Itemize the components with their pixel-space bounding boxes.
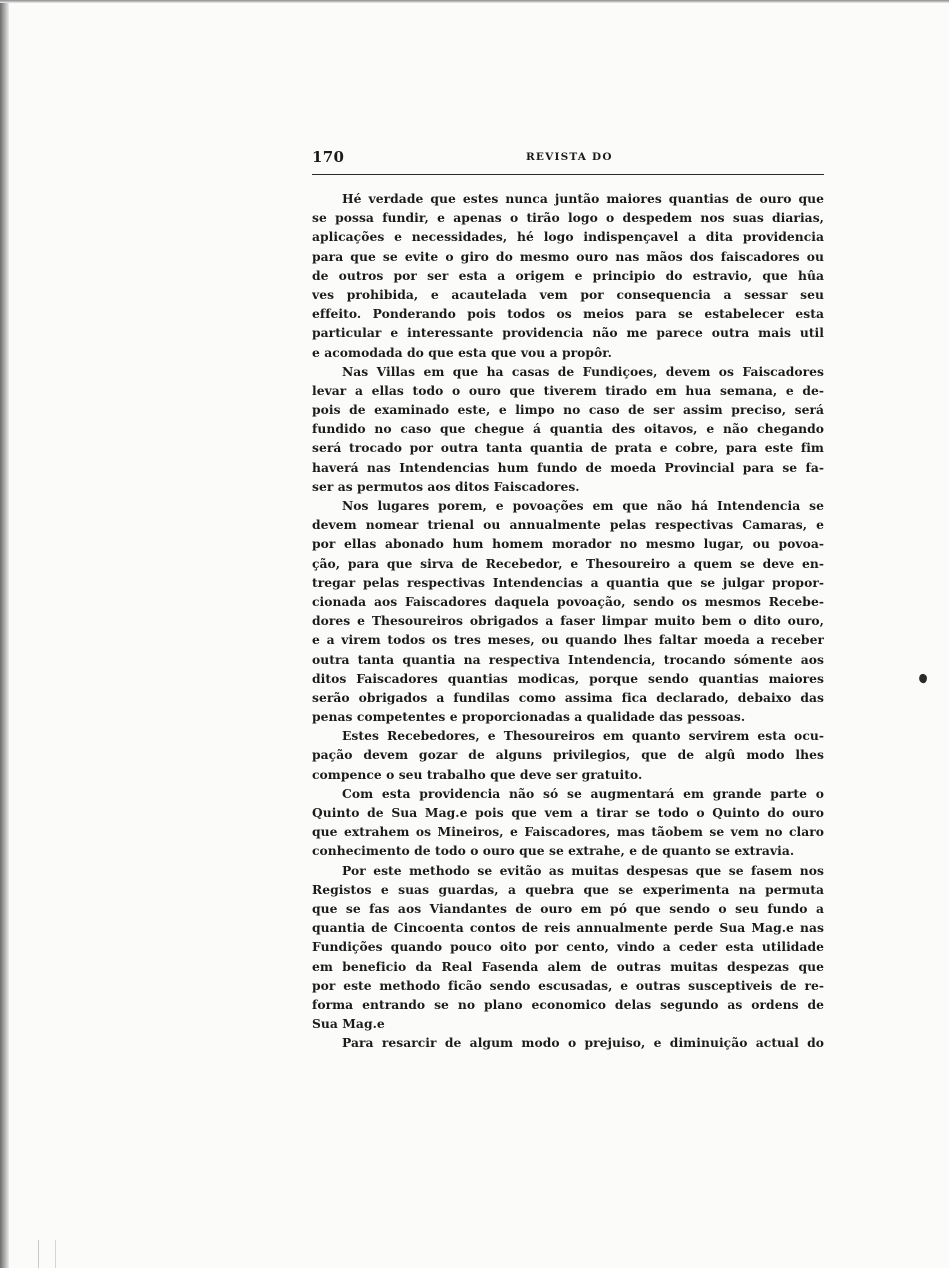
- text-line: ção, para que sirva de Recebedor, e Thesoureiro a quem se deve en-: [312, 555, 824, 571]
- text-line: Para resarcir de algum modo o prejuiso, e diminuição actual do: [342, 1035, 824, 1051]
- text-line: ser as permutos aos ditos Faiscadores.: [312, 478, 580, 494]
- text-line: que se fas aos Viandantes de ouro em pó que sendo o seu fundo a: [312, 900, 824, 916]
- text-line: devem nomear trienal ou annualmente pelas respectivas Camaras, e: [312, 517, 824, 533]
- text-line: Com esta providencia não só se augmentará em grande parte o: [342, 785, 824, 801]
- text-line: Hé verdade que estes nunca juntão maiores quantias de ouro que: [342, 191, 824, 206]
- text-line: Estes Recebedores, e Thesoureiros em quanto servirem esta ocu-: [342, 728, 824, 744]
- text-line: cionada aos Faiscadores daquela povoação, sendo os mesmos Recebe-: [312, 593, 824, 609]
- text-line: levar a ellas todo o ouro que tiverem tirado em hua semana, e de-: [312, 382, 824, 398]
- text-line: Nas Villas em que ha casas de Fundiçoes, devem os Faiscadores: [342, 363, 824, 379]
- text-line: em beneficio da Real Fasenda alem de outras muitas despezas que: [312, 958, 824, 974]
- text-line: conhecimento de todo o ouro que se extrahe, e de quanto se extravia.: [312, 843, 795, 859]
- text-line: Nos lugares porem, e povoações em que não há Intendencia se: [342, 498, 824, 513]
- text-line: ves prohibida, e acautelada vem por consequencia a sessar seu: [312, 286, 824, 302]
- text-line: tregar pelas respectivas Intendencias a quantia que se julgar propor-: [312, 574, 824, 590]
- text-line: será trocado por outra tanta quantia de prata e cobre, para este fim: [312, 440, 824, 456]
- text-line: forma entrando se no plano economico delas segundo as ordens de: [312, 996, 824, 1012]
- body-text: [312, 189, 824, 1052]
- text-line: outra tanta quantia na respectiva Intendencia, trocando sómente aos: [312, 651, 824, 667]
- text-line: e a virem todos os tres meses, ou quando lhes faltar moeda a receber: [312, 632, 824, 648]
- text-line: que extrahem os Mineiros, e Faiscadores, mas tãobem se vem no claro: [312, 824, 824, 840]
- text-line: ditos Faiscadores quantias modicas, porque sendo quantias maiores: [312, 670, 824, 686]
- text-line: por ellas abonado hum homem morador no mesmo lugar, ou povoa-: [312, 536, 824, 552]
- text-line: haverá nas Intendencias hum fundo de moeda Provincial para se fa-: [312, 459, 824, 475]
- text-line: Por este methodo se evitão as muitas despesas que se fasem nos: [342, 862, 824, 878]
- text-line: e acomodada do que esta que vou a propôr.: [312, 344, 613, 360]
- text-line: Fundições quando pouco oito por cento, vindo a ceder esta utilidade: [312, 939, 824, 955]
- text-line: effeito. Ponderando pois todos os meios para se estabelecer esta: [312, 306, 824, 322]
- text-line: compence o seu trabalho que deve ser gratuito.: [312, 766, 643, 782]
- scan-left-edge: [0, 0, 9, 1268]
- text-line: Sua Mag.e: [312, 1016, 385, 1032]
- text-line: Quinto de Sua Mag.e pois que vem a tirar se todo o Quinto do ouro: [312, 805, 824, 820]
- text-line: para que se evite o giro do mesmo ouro nas mãos dos faiscadores ou: [312, 248, 824, 264]
- page-number: 170: [312, 148, 345, 166]
- text-line: penas competentes e proporcionadas a qualidade das pessoas.: [312, 709, 746, 725]
- text-line: aplicações e necessidades, hé logo indispençavel a dita providencia: [312, 229, 824, 245]
- text-line: dores e Thesoureiros obrigados a faser limpar muito bem o dito ouro,: [312, 613, 824, 629]
- gutter-marks: [38, 1240, 56, 1268]
- text-line: particular e interessante providencia não me parece outra mais util: [312, 325, 824, 341]
- text-line: de outros por ser esta a origem e principio do estravio, que hûa: [312, 267, 824, 283]
- text-line: pação devem gozar de alguns privilegios, que de algû modo lhes: [312, 747, 824, 763]
- text-line: pois de examinado este, e limpo no caso de ser assim preciso, será: [312, 402, 824, 418]
- text-line: quantia de Cincoenta contos de reis annualmente perde Sua Mag.e nas: [312, 920, 824, 936]
- page-header: [312, 148, 824, 170]
- header-rule: [312, 174, 824, 175]
- scan-top-edge: [0, 0, 949, 3]
- text-line: fundido no caso que chegue á quantia des oitavos, e não chegando: [312, 421, 824, 437]
- running-head: REVISTA DO: [526, 151, 613, 163]
- text-line: por este methodo ficão sendo escusadas, e outras susceptiveis de re-: [312, 977, 824, 993]
- text-line: se possa fundir, e apenas o tirão logo o despedem nos suas diarias,: [312, 210, 824, 226]
- text-line: serão obrigados a fundilas como assima fica declarado, debaixo das: [312, 689, 824, 705]
- ink-speck: [918, 673, 929, 684]
- text-line: Registos e suas guardas, a quebra que se experimenta na permuta: [312, 881, 824, 897]
